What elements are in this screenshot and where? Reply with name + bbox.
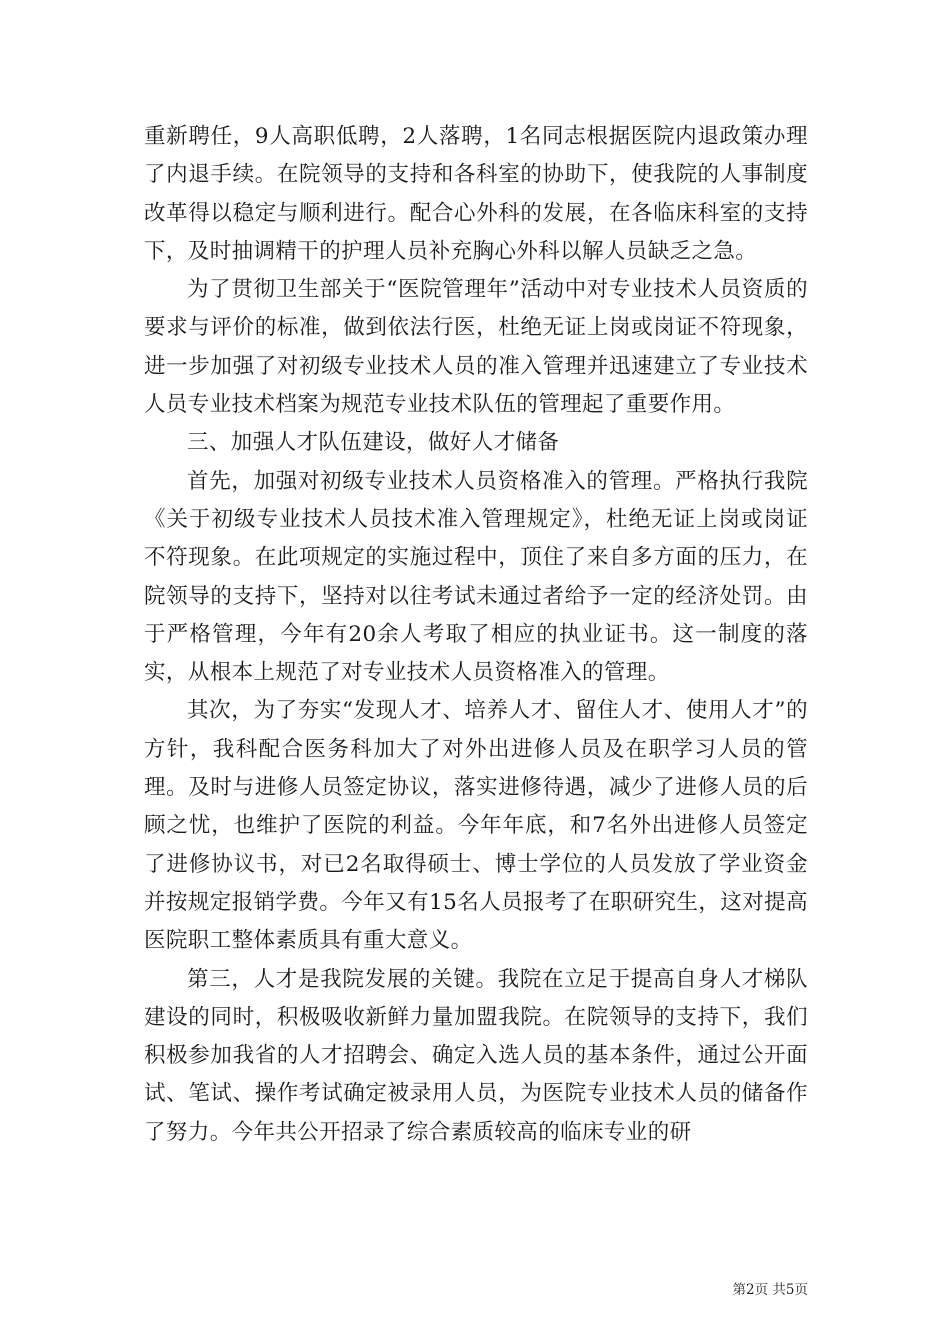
document-body [144,118,808,1152]
paragraph-hr-reform: 重新聘任，9人高职低聘，2人落聘，1名同志根据医院内退政策办理了内退手续。在院领导的支持和各科室的协助下，使我院的人事制度改革得以稳定与顺利进行。配合心外科的发展，在各临床科室的支持下，及时抽调精干的护理人员补充胸心外科以解人员缺乏之急。 [144,124,808,264]
paragraph-third-recruitment: 第三，人才是我院发展的关键。我院在立足于提高自身人才梯队建设的同时，积极吸收新鲜力量加盟我院。在院领导的支持下，我们积极参加我省的人才招聘会、确定入选人员的基本条件，通过公开面试、笔试、操作考试确定被录用人员，为医院专业技术人员的储备作了努力。今年共公开招录了综合素质较高的临床专业的研 [144,966,808,1145]
paragraph-qualification-standards: 为了贯彻卫生部关于“医院管理年”活动中对专业技术人员资质的要求与评价的标准，做到依法行医，杜绝无证上岗或岗证不符现象，进一步加强了对初级专业技术人员的准入管理并迅速建立了专业技术人员专业技术档案为规范专业技术队伍的管理起了重要作用。 [144,277,808,418]
page-number-footer: 第2页 共5页 [732,1282,808,1298]
paragraph-second-training: 其次，为了夯实“发现人才、培养人才、留住人才、使用人才”的方针，我科配合医务科加大了对外出进修人员及在职学习人员的管理。及时与进修人员签定协议，落实进修待遇，减少了进修人员的后顾之忧，也维护了医院的利益。今年年底，和7名外出进修人员签定了进修协议书，对已2名取得硕士、博士学位的人员发放了学业资金并按规定报销学费。今年又有15名人员报考了在职研究生，这对提高医院职工整体素质具有重大意义。 [144,698,808,954]
section-heading-talent: 三、加强人才队伍建设，做好人才储备 [187,430,560,456]
paragraph-first-access-management: 首先，加强对初级专业技术人员资格准入的管理。严格执行我院《关于初级专业技术人员技术准入管理规定》，杜绝无证上岗或岗证不符现象。在此项规定的实施过程中，顶住了来自多方面的压力，在院领导的支持下，坚持对以往考试未通过者给予一定的经济处罚。由于严格管理，今年有20余人考取了相应的执业证书。这一制度的落实，从根本上规范了对专业技术人员资格准入的管理。 [144,468,808,686]
